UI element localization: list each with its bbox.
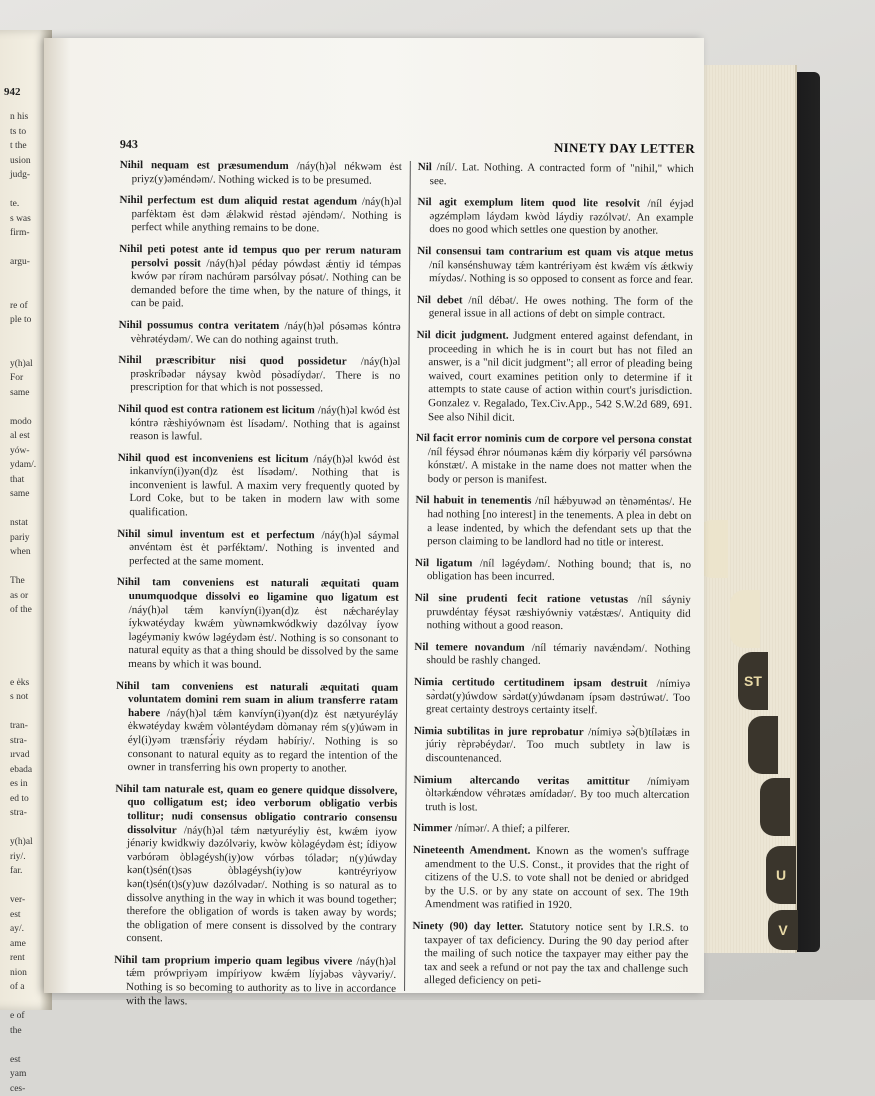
dictionary-entry bbox=[116, 576, 399, 673]
entry-definition: /náy(h)əl kwód ėst kóntrə ræ̀shiyównəm ėst lísədəm/. Nothing that is against reason is lawful. bbox=[130, 404, 400, 442]
previous-page-line: yam bbox=[10, 1067, 50, 1082]
dictionary-entry bbox=[117, 528, 399, 571]
dictionary-entry bbox=[116, 680, 399, 777]
previous-page-line: ay/. bbox=[10, 922, 50, 937]
entry-term: Nihil quod est contra rationem est licitum bbox=[118, 403, 315, 416]
previous-page-line: the bbox=[10, 1024, 50, 1039]
previous-page-line: ver- bbox=[10, 893, 50, 908]
previous-page-line: argu- bbox=[10, 255, 50, 270]
previous-page-line: pariy bbox=[10, 531, 50, 546]
entry-term: Nil ligatum bbox=[415, 557, 473, 569]
dictionary-entry bbox=[414, 641, 690, 670]
dictionary-entry bbox=[415, 494, 691, 550]
dictionary-entry bbox=[119, 194, 401, 237]
entry-term: Nil habuit in tenementis bbox=[415, 494, 531, 507]
entry-term: Nihil tam naturale est, quam eo genere quidque dissolvere, quo colligatum est; ideo verborum obligatio verbis tollitur; nudi consensus obligatio contrario consensu dissolvitur bbox=[115, 783, 397, 836]
dictionary-entry bbox=[414, 725, 690, 768]
dictionary-entry bbox=[413, 774, 689, 817]
previous-page-line: al est bbox=[10, 429, 50, 444]
previous-page-line: y(h)al bbox=[10, 835, 50, 850]
entry-definition: /náy(h)əl tǽm prówpriyəm impíriyow kwǽm líyjəbəs vàyvəriy/. Nothing is so becoming to authority as to live in accordance with the laws. bbox=[126, 955, 396, 1007]
entry-term: Nil debet bbox=[417, 294, 463, 306]
previous-page-line: ame bbox=[10, 937, 50, 952]
dictionary-entry bbox=[120, 159, 402, 188]
entry-definition: /nímiyə sə̀(b)tíləṫæs in júriy rèprəbéydər/. Too much subtlety in law is discountenanced. bbox=[426, 726, 690, 765]
entry-definition: /nímər/. A thief; a pilferer. bbox=[452, 823, 570, 836]
previous-page-line: same bbox=[10, 487, 50, 502]
previous-page-line: riy/. bbox=[10, 850, 50, 865]
dictionary-entry bbox=[118, 403, 400, 446]
entry-term: Nil consensui tam contrarium est quam vis atque metus bbox=[417, 245, 693, 259]
dictionary-entry bbox=[416, 432, 692, 488]
dictionary-entry bbox=[114, 954, 396, 1010]
previous-page-line: modo bbox=[10, 415, 50, 430]
previous-page-line: ed to bbox=[10, 792, 50, 807]
previous-page-line: nstat bbox=[10, 516, 50, 531]
dictionary-entry bbox=[413, 822, 689, 838]
entry-definition: /níl ləgéydəm/. Nothing bound; that is, no obligation has been incurred. bbox=[427, 557, 691, 583]
dictionary-entry bbox=[412, 920, 688, 990]
previous-page-line: usion bbox=[10, 154, 50, 169]
previous-page-line: firm- bbox=[10, 226, 50, 241]
dictionary-entry bbox=[114, 783, 397, 948]
entry-definition: /nímiyə sə̀rdət(y)úwdow sə̀rdət(y)úwdənəm ípsəm dəstrúwət/. Too great certainty destroys certainty itself. bbox=[426, 678, 690, 717]
previous-page-line: stra- bbox=[10, 734, 50, 749]
previous-page-line: es in bbox=[10, 777, 50, 792]
dictionary-entry bbox=[415, 557, 691, 586]
previous-page-line: e ėks bbox=[10, 676, 50, 691]
entry-definition: /náy(h)əl nékwəm ėst priyz(y)əméndəm/. Nothing wicked is to be presumed. bbox=[132, 160, 402, 186]
dictionary-entry bbox=[417, 294, 693, 323]
previous-page-line: as or bbox=[10, 589, 50, 604]
entry-term: Nimia certitudo certitudinem ipsam destruit bbox=[414, 676, 647, 690]
entry-term: Nil bbox=[418, 161, 432, 173]
previous-page-line: est bbox=[10, 1053, 50, 1068]
entry-term: Nihil tam conveniens est naturali æquitati quam unumquodque dissolvi eo ligamine quo ligatum est bbox=[117, 576, 399, 604]
entry-term: Nihil tam conveniens est naturali æquitati quam voluntatem domini rem suam in alium transferre ratam habere bbox=[116, 680, 398, 719]
previous-page-line: nion bbox=[10, 966, 50, 981]
entry-term: Nihil tam proprium imperio quam legibus vivere bbox=[114, 954, 352, 968]
previous-page-line: of a bbox=[10, 980, 50, 995]
dictionary-entry bbox=[119, 319, 401, 348]
dictionary-entry bbox=[416, 329, 693, 426]
entry-definition: /nímiyəm òltərkǽndow véhrətæs əmídadər/. By too much altercation truth is lost. bbox=[425, 775, 689, 813]
entry-term: Nimium altercando veritas amittitur bbox=[413, 774, 629, 788]
entry-term: Ninety (90) day letter. bbox=[412, 920, 523, 933]
entry-definition: /níl hǽbyuwəd ən tènəméntəs/. He had nothing [no interest] in the tenements. A plea in debt on a lease indented, by which the defendant sets up that the person claiming to be landlord had no title or interest. bbox=[427, 495, 691, 549]
entry-definition: /náy(h)əl sáyməl ənvéntəm ėst ėt pərféktəm/. Nothing is invented and perfected at the same moment. bbox=[129, 529, 399, 568]
entry-definition: /náy(h)əl prəskríbədər náysay kwòd pòsədíydər/. There is no prescription for that which is not possessed. bbox=[130, 356, 400, 395]
entry-definition: /níl témariy navǽndəm/. Nothing should be rashly changed. bbox=[426, 642, 690, 668]
entry-definition: /níl/. Lat. Nothing. A contracted form of "nihil," which see. bbox=[430, 161, 694, 187]
thumb-tab-label: ST bbox=[744, 673, 762, 689]
entry-definition: Judgment entered against defendant, in proceeding in which he is in court but has not filed an answer, is a "nil dicit judgment"; all error of pleading being waived, court examines petition only to determine if it attempts to state cause of action within court's jurisdiction. Gonzalez v. Regalado, Tex.Civ.App., 542 S.W.2d 689, 691. See also Nihil dicit. bbox=[428, 330, 693, 424]
thumb-index-tab[interactable] bbox=[738, 652, 768, 710]
running-head: NINETY DAY LETTER bbox=[554, 140, 695, 157]
entry-definition: /náy(h)əl pósəməs kóntrə vèhrətéydəm/. We can do nothing against truth. bbox=[131, 320, 401, 346]
entry-term: Nil temere novandum bbox=[414, 641, 524, 654]
dictionary-entry bbox=[117, 452, 399, 522]
dictionary-entry bbox=[417, 245, 693, 288]
entry-definition: /náy(h)əl kwód ėst inkanvíyn(i)yən(d)z ėst lísədəm/. Nothing that is inconvenient is lawful. A maxim very frequently quoted by Lord Coke, but to be taken in modern law with some qualification. bbox=[129, 453, 399, 519]
previous-page-line: tran- bbox=[10, 719, 50, 734]
previous-page-line: judg- bbox=[10, 168, 50, 183]
previous-page-line: s not bbox=[10, 690, 50, 705]
entry-term: Nihil nequam est præsumendum bbox=[120, 159, 289, 172]
previous-page-line: te. bbox=[10, 197, 50, 212]
entry-definition: /náy(h)əl tǽm kənvíyn(i)yən(d)z ėst nǽcharéylay íykwətéyday kwǽm yùwnəmkwódkwiy dəzólvay íyow ləgéyməniy kwów ləgéydəm ėst/. Nothing is so consonant to natural equity as that a thing should be dissolved by the same means by which it was bound. bbox=[128, 604, 398, 671]
previous-page-line: that bbox=[10, 473, 50, 488]
entry-term: Nimia subtilitas in jure reprobatur bbox=[414, 725, 584, 738]
previous-page-line: ırvad bbox=[10, 748, 50, 763]
previous-page-line: when bbox=[10, 545, 50, 560]
previous-page-line: ts to bbox=[10, 125, 50, 140]
entry-term: Nimmer bbox=[413, 822, 452, 834]
entry-definition: /náy(h)əl tǽm nætyuréyliy ėst, kwǽm iyow jénəriy kwidkwiy dəzólvəriy, kwòw kòləgéydəm ėst; ídiyow vərbórəm òbləgéysh(iy)ow vórbəs tóladər; n(y)úwday kən(t)sén(t)səs òbləgéysh(iy)ow kəntréyriyow kən(t)sén(t)s(y)uw dəzólvədər/. Nothing is so natural as to dissolve anything in the way in which it was bound together; therefore the obligation of words is taken away by words; the obligation of mere consent is dissolved by the contrary consent. bbox=[126, 824, 397, 945]
thumb-index-tab[interactable] bbox=[768, 910, 798, 950]
page-header bbox=[120, 137, 695, 161]
entry-definition: /níl féysəd éhrər nóumənəs kǽm diy kórpəriy vél pərsównə kónstæt/. A mistake in the name does not matter when the body or person is manifest. bbox=[428, 446, 692, 486]
entry-definition: /níl éyjəd əgzémpləm láydəm kwòd láydiy rəzólvət/. An example does no good which settles one question by another. bbox=[429, 198, 693, 237]
previous-page-line: n his bbox=[10, 110, 50, 125]
entry-term: Nil dicit judgment. bbox=[417, 329, 509, 342]
entry-definition: /níl débət/. He owes nothing. The form of the general issue in all actions of debt on simple contract. bbox=[429, 294, 693, 321]
entry-definition: /náy(h)əl péday pówdəst ǽntiy id témpəs kwów pər rírəm nachúrəm parsólvay pósət/. Nothing can be demanded before the time when, by the nature of things, it can be paid. bbox=[131, 257, 401, 310]
entry-definition: Known as the women's suffrage amendment to the U.S. Const., it provides that the right of citizens of the U.S. to vote shall not be denied or abridged by the U.S. or by any state on account of sex. The 19th Amendment was ratified in 1920. bbox=[425, 845, 689, 912]
previous-page-line: re of bbox=[10, 299, 50, 314]
entry-definition: Statutory notice sent by I.R.S. to taxpayer of tax deficiency. During the 90 day period after the mailing of such notice the taxpayer may either pay the tax and seek a refund or not pay the tax and challenge such alleged deficiency on peti- bbox=[424, 921, 688, 987]
entry-definition: /náy(h)əl tǽm kənvíyn(i)yən(d)z ėst nætyuréyláy ėkwətéyday kwǽm vòləntéydəm dòmənay rém s(y)úwəm in éyl(i)yəm trænsfə́riy réydəm həbíriy/. Nothing is so consonant to natural equity as to regard the intention of the owner in transferring his own property to another. bbox=[128, 707, 398, 775]
entry-term: Nil sine prudenti fecit ratione vetustas bbox=[415, 592, 628, 605]
previous-page-line: ple to bbox=[10, 313, 50, 328]
thumb-tab-label: V bbox=[778, 922, 787, 938]
thumb-index-tab[interactable] bbox=[748, 716, 778, 774]
right-column bbox=[412, 161, 694, 998]
dictionary-page bbox=[44, 38, 704, 993]
entry-term: Nihil perfectum est dum aliquid restat agendum bbox=[120, 194, 358, 208]
column-divider bbox=[404, 161, 411, 991]
previous-page-line: far. bbox=[10, 864, 50, 879]
page-number: 943 bbox=[120, 137, 138, 152]
previous-page-line: ces- bbox=[10, 1082, 50, 1096]
previous-page-line: ydam/. bbox=[10, 458, 50, 473]
entry-term: Nihil quod est inconveniens est licitum bbox=[118, 452, 309, 465]
previous-page-line: same bbox=[10, 386, 50, 401]
entry-definition: /níl kənsénshuway tǽm kəntrériyəm ėst kwǽm vís ǽtkwiy míydəs/. Nothing is so opposed to consent as force and fear. bbox=[429, 259, 693, 286]
dictionary-entry bbox=[415, 592, 691, 635]
previous-page-line: s was bbox=[10, 212, 50, 227]
entry-term: Nil facit error nominis cum de corpore vel persona constat bbox=[416, 432, 692, 446]
previous-page-line: ebada bbox=[10, 763, 50, 778]
previous-page-line bbox=[10, 995, 50, 1010]
dictionary-entry bbox=[418, 161, 694, 190]
entry-definition: /níl sáyniy pruwdéntay féysət ræshiyówniy vətǽstæs/. Antiquity did nothing without a good reason. bbox=[427, 594, 691, 633]
left-column bbox=[114, 159, 402, 1018]
entry-term: Nineteenth Amendment. bbox=[413, 844, 530, 857]
entry-term: Nihil possumus contra veritatem bbox=[119, 319, 280, 332]
entry-term: Nihil præscribitur nisi quod possidetur bbox=[118, 354, 346, 368]
thumb-index-tab[interactable] bbox=[730, 590, 760, 648]
previous-page-line: t the bbox=[10, 139, 50, 154]
entry-term: Nihil simul inventum est et perfectum bbox=[117, 528, 315, 541]
entry-term: Nil agit exemplum litem quod lite resolvit bbox=[418, 196, 641, 210]
previous-page-line: est bbox=[10, 908, 50, 923]
previous-page-line: stra- bbox=[10, 806, 50, 821]
dictionary-entry bbox=[417, 196, 693, 239]
previous-page-line: e of bbox=[10, 1009, 50, 1024]
entry-definition: /náy(h)əl parfėktəm ėst dəm ǽləkwid rėstəd əjėndəm/. Nothing is perfect while anything remains to be done. bbox=[131, 196, 401, 235]
previous-page-line: For bbox=[10, 371, 50, 386]
thumb-index-tab[interactable] bbox=[766, 846, 796, 904]
previous-page-number: 942 bbox=[4, 86, 21, 98]
previous-page-line: rent bbox=[10, 951, 50, 966]
page-content bbox=[122, 137, 696, 1001]
previous-page-line: y(h)al bbox=[10, 357, 50, 372]
thumb-index-tab[interactable] bbox=[760, 778, 790, 836]
dictionary-entry bbox=[413, 844, 689, 914]
dictionary-entry bbox=[118, 354, 400, 397]
thumb-tab-label: U bbox=[776, 867, 786, 883]
previous-page-line: of the bbox=[10, 603, 50, 618]
previous-page-line: yów- bbox=[10, 444, 50, 459]
dictionary-entry bbox=[414, 676, 690, 719]
previous-page-line bbox=[10, 1038, 50, 1053]
entry-term: Nihil peti potest ante id tempus quo per rerum naturam persolvi possit bbox=[119, 243, 401, 269]
dictionary-entry bbox=[119, 243, 401, 313]
previous-page-line: The bbox=[10, 574, 50, 589]
